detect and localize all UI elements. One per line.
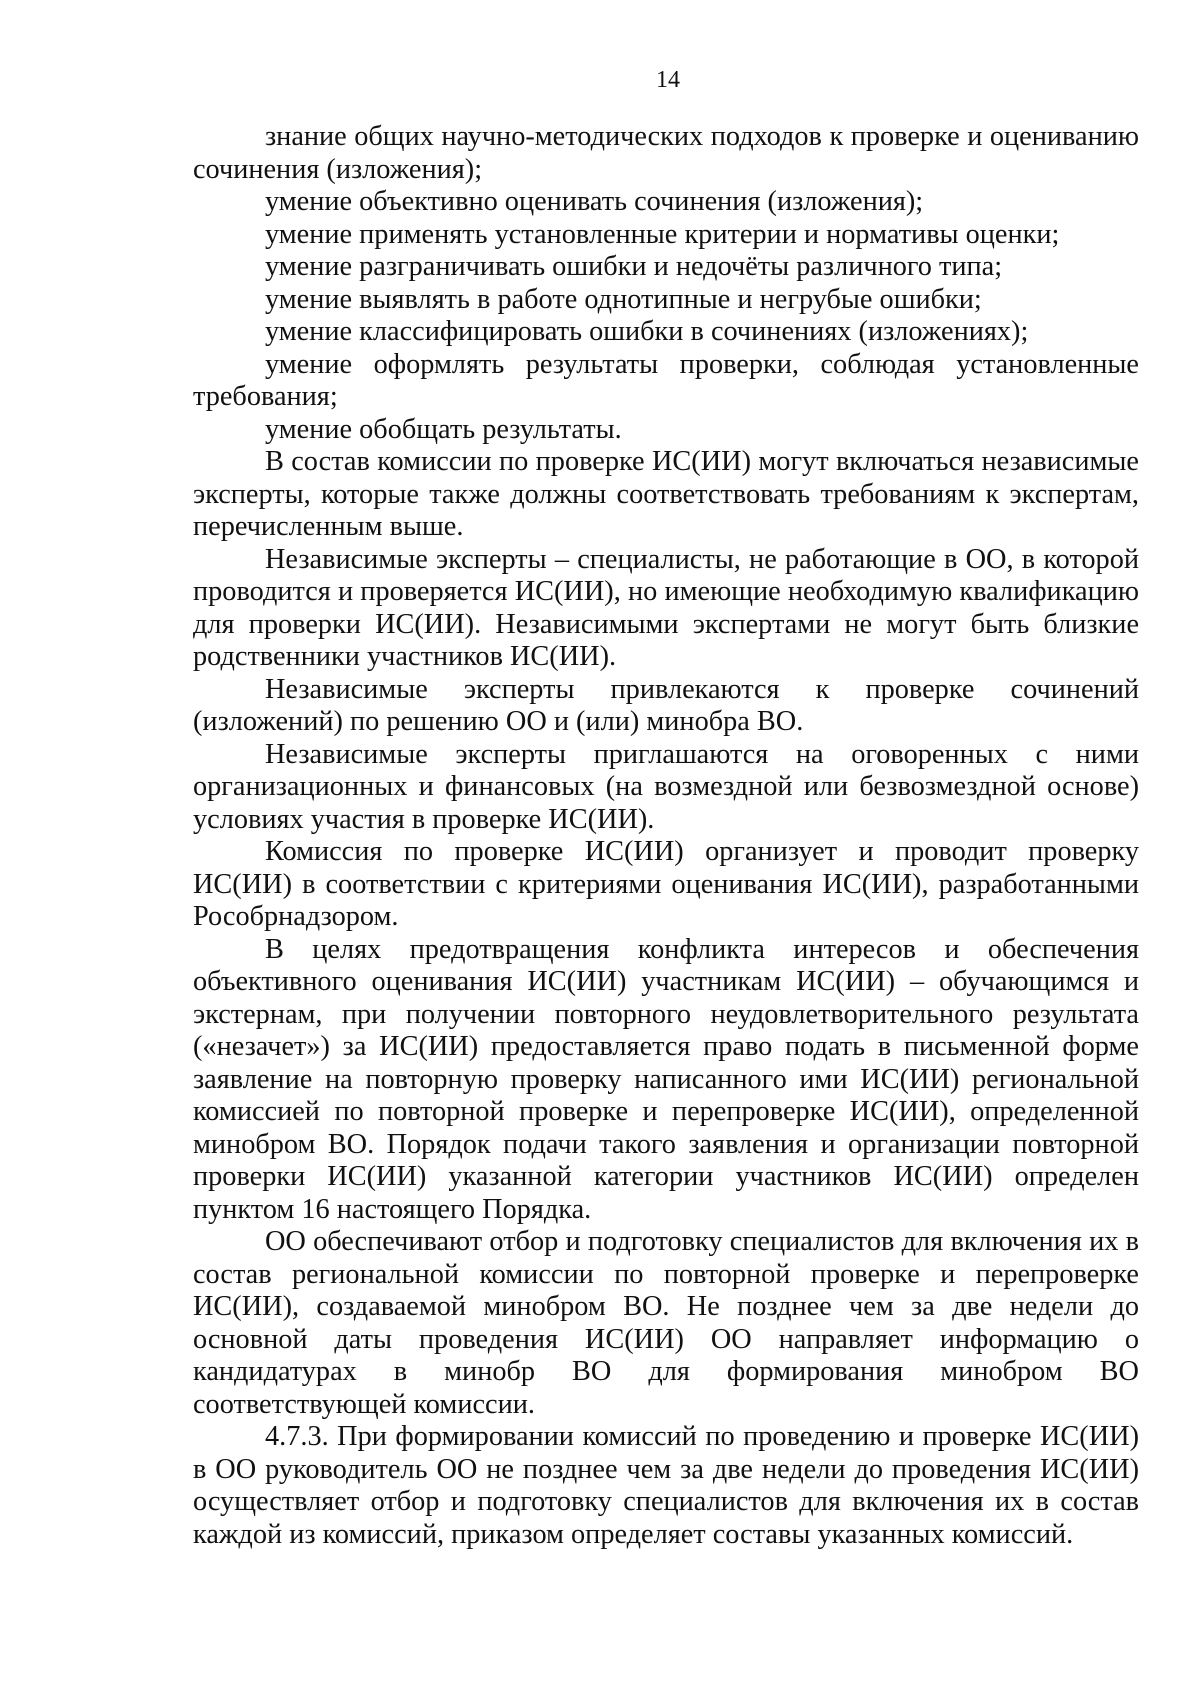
paragraph: ОО обеспечивают отбор и подготовку специалистов для включения их в состав региональной комиссии по повторной проверке и перепроверке ИС(ИИ), создаваемой минобром ВО. Не позднее чем за две недели до основной даты проведения ИС(ИИ) ОО направляет информацию о кандидатурах в минобр ВО для формирования минобром ВО соответствующей комиссии. [193,1226,1139,1420]
paragraph: умение обобщать результаты. [265,413,622,445]
paragraph: В состав комиссии по проверке ИС(ИИ) могут включаться независимые эксперты, которые также должны соответствовать требованиям к экспертам, перечисленным выше. [193,446,1139,542]
page-number: 14 [656,67,680,93]
paragraph: Независимые эксперты привлекаются к проверке сочинений (изложений) по решению ОО и (или) минобра ВО. [193,673,1139,737]
paragraph: умение классифицировать ошибки в сочинениях (изложениях); [265,316,1029,347]
paragraph: 4.7.3. При формировании комиссий по проведению и проверке ИС(ИИ) в ОО руководитель ОО не позднее чем за две недели до проведения ИС(ИИ) осуществляет отбор и подготовку специалистов для включения их в состав каждой из комиссий, приказом определяет составы указанных комиссий. [193,1421,1139,1550]
document-body [193,121,1139,1551]
paragraph: знание общих научно-методических подходов к проверке и оцениванию сочинения (изложения); [193,121,1139,185]
paragraph: В целях предотвращения конфликта интересов и обеспечения объективного оценивания ИС(ИИ) участникам ИС(ИИ) – обучающимся и экстернам, при получении повторного неудовлетворительного результата («незачет») за ИС(ИИ) предоставляется право подать в письменной форме заявление на повторную проверку написанного ими ИС(ИИ) региональной комиссией по повторной проверке и перепроверке ИС(ИИ), определенной минобром ВО. Порядок подачи такого заявления и организации повторной проверки ИС(ИИ) указанной категории участников ИС(ИИ) определен пунктом 16 настоящего Порядка. [193,933,1139,1225]
paragraph: Независимые эксперты – специалисты, не работающие в ОО, в которой проводится и проверяется ИС(ИИ), но имеющие необходимую квалификацию для проверки ИС(ИИ). Независимыми экспертами не могут быть близкие родственники участников ИС(ИИ). [193,543,1139,672]
paragraph: Комиссия по проверке ИС(ИИ) организует и проводит проверку ИС(ИИ) в соответствии с критериями оценивания ИС(ИИ), разработанными Рособрнадзором. [193,836,1139,932]
paragraph: умение объективно оценивать сочинения (изложения); [265,186,924,217]
paragraph: умение оформлять результаты проверки, соблюдая установленные требования; [193,348,1139,412]
paragraph: умение выявлять в работе однотипные и негрубые ошибки; [265,283,982,315]
paragraph: умение разграничивать ошибки и недочёты различного типа; [265,251,1003,282]
paragraph: умение применять установленные критерии и нормативы оценки; [265,218,1060,250]
paragraph: Независимые эксперты приглашаются на оговоренных с ними организационных и финансовых (на возмездной или безвозмездной основе) условиях участия в проверке ИС(ИИ). [193,738,1139,835]
